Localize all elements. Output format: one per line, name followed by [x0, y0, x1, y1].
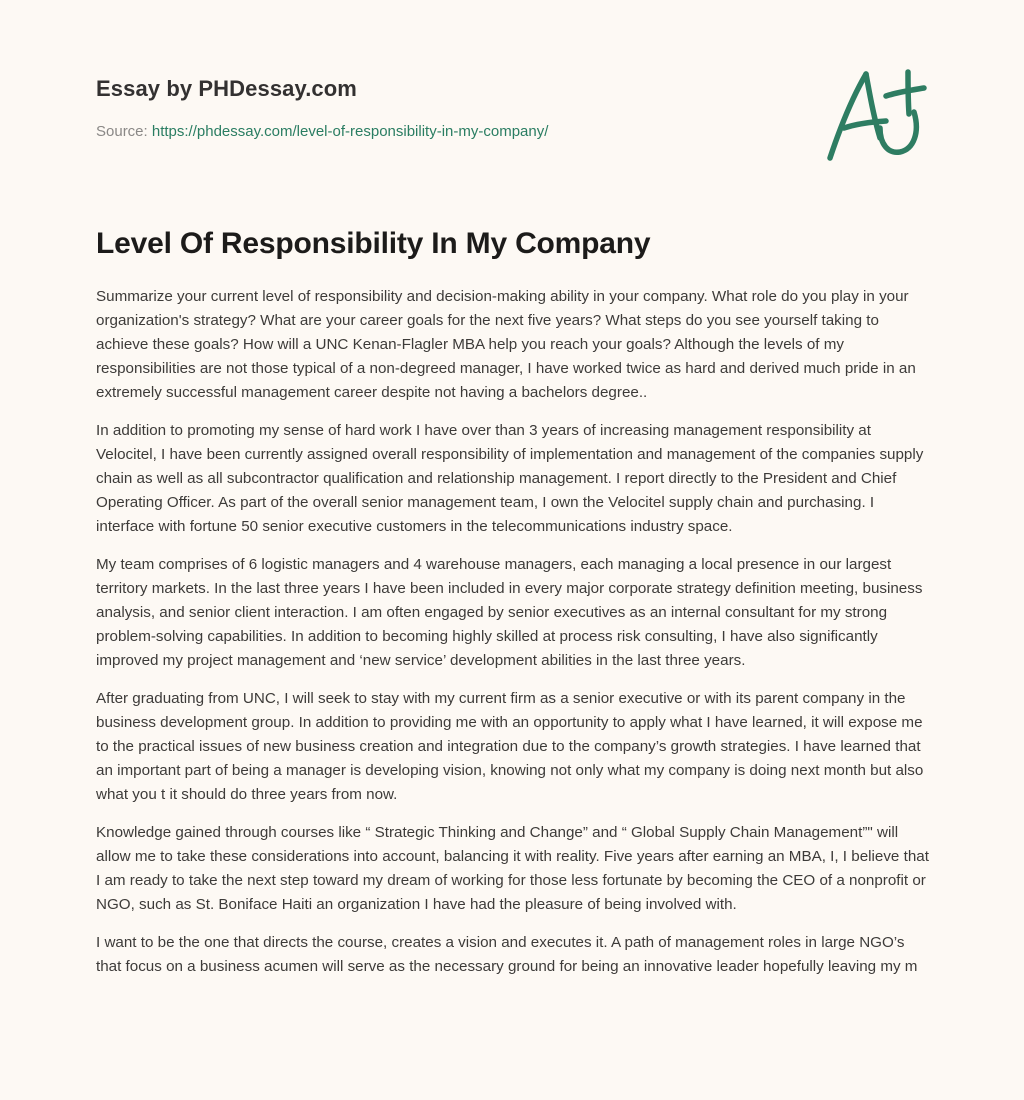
- essay-paragraph: I want to be the one that directs the course, creates a vision and executes it. A path of management roles in large NGO’s that focus on a business acumen will serve as the necessary ground for being an innovative leader hopefully leaving my m: [96, 934, 918, 975]
- essay-body: [96, 285, 931, 993]
- essay-paragraph: Knowledge gained through courses like “ Strategic Thinking and Change” and “ Global Supply Chain Management”" will allow me to take these considerations into account, balancing it with reality. Five years after earning an MBA, I, I believe that I am ready to take the next step toward my dream of working for those less fortunate by becoming the CEO of a nonprofit or NGO, such as St. Boniface Haiti an organization I have had the pleasure of being involved with.: [96, 824, 929, 913]
- essay-paragraph: Summarize your current level of responsibility and decision-making ability in your company. What role do you play in your organization's strategy? What are your career goals for the next five years? What steps do you see yourself taking to achieve these goals? How will a UNC Kenan-Flagler MBA help you reach your goals? Although the levels of my responsibilities are not those typical of a non-degreed manager, I have worked twice as hard and derived much pride in an extremely successful management career despite not having a bachelors degree..: [96, 288, 916, 401]
- source-label: Source:: [96, 123, 148, 140]
- site-title: Essay by PHDessay.com: [96, 76, 357, 101]
- essay-title: Level Of Responsibility In My Company: [96, 227, 651, 260]
- essay-paragraph: My team comprises of 6 logistic managers and 4 warehouse managers, each managing a local presence in our largest territory markets. In the last three years I have been included in every major corporate strategy definition meeting, business analysis, and senior client interaction. I am often engaged by senior executives as an internal consultant for my strong problem-solving capabilities. In addition to becoming highly skilled at process risk consulting, I have also significantly improved my project management and ‘new service’ development abilities in the last three years.: [96, 556, 923, 669]
- page-header: [96, 74, 816, 142]
- essay-paragraph: After graduating from UNC, I will seek to stay with my current firm as a senior executive or with its parent company in the business development group. In addition to providing me with an opportunity to apply what I have learned, it will expose me to the practical issues of new business creation and integration due to the company’s growth strategies. I have learned that an important part of being a manager is developing vision, knowing not only what my company is doing next month but also what you t it should do three years from now.: [96, 690, 924, 803]
- a-plus-grade-icon: [822, 66, 930, 164]
- essay-paragraph: In addition to promoting my sense of hard work I have over than 3 years of increasing management responsibility at Velocitel, I have been currently assigned overall responsibility of implementation and management of the companies supply chain as well as all subcontractor qualification and relationship management. I report directly to the President and Chief Operating Officer. As part of the overall senior management team, I own the Velocitel supply chain and purchasing. I interface with fortune 50 senior executive customers in the telecommunications industry space.: [96, 422, 924, 535]
- source-link[interactable]: https://phdessay.com/level-of-responsibility-in-my-company/: [151, 123, 549, 140]
- source-line: [96, 122, 816, 142]
